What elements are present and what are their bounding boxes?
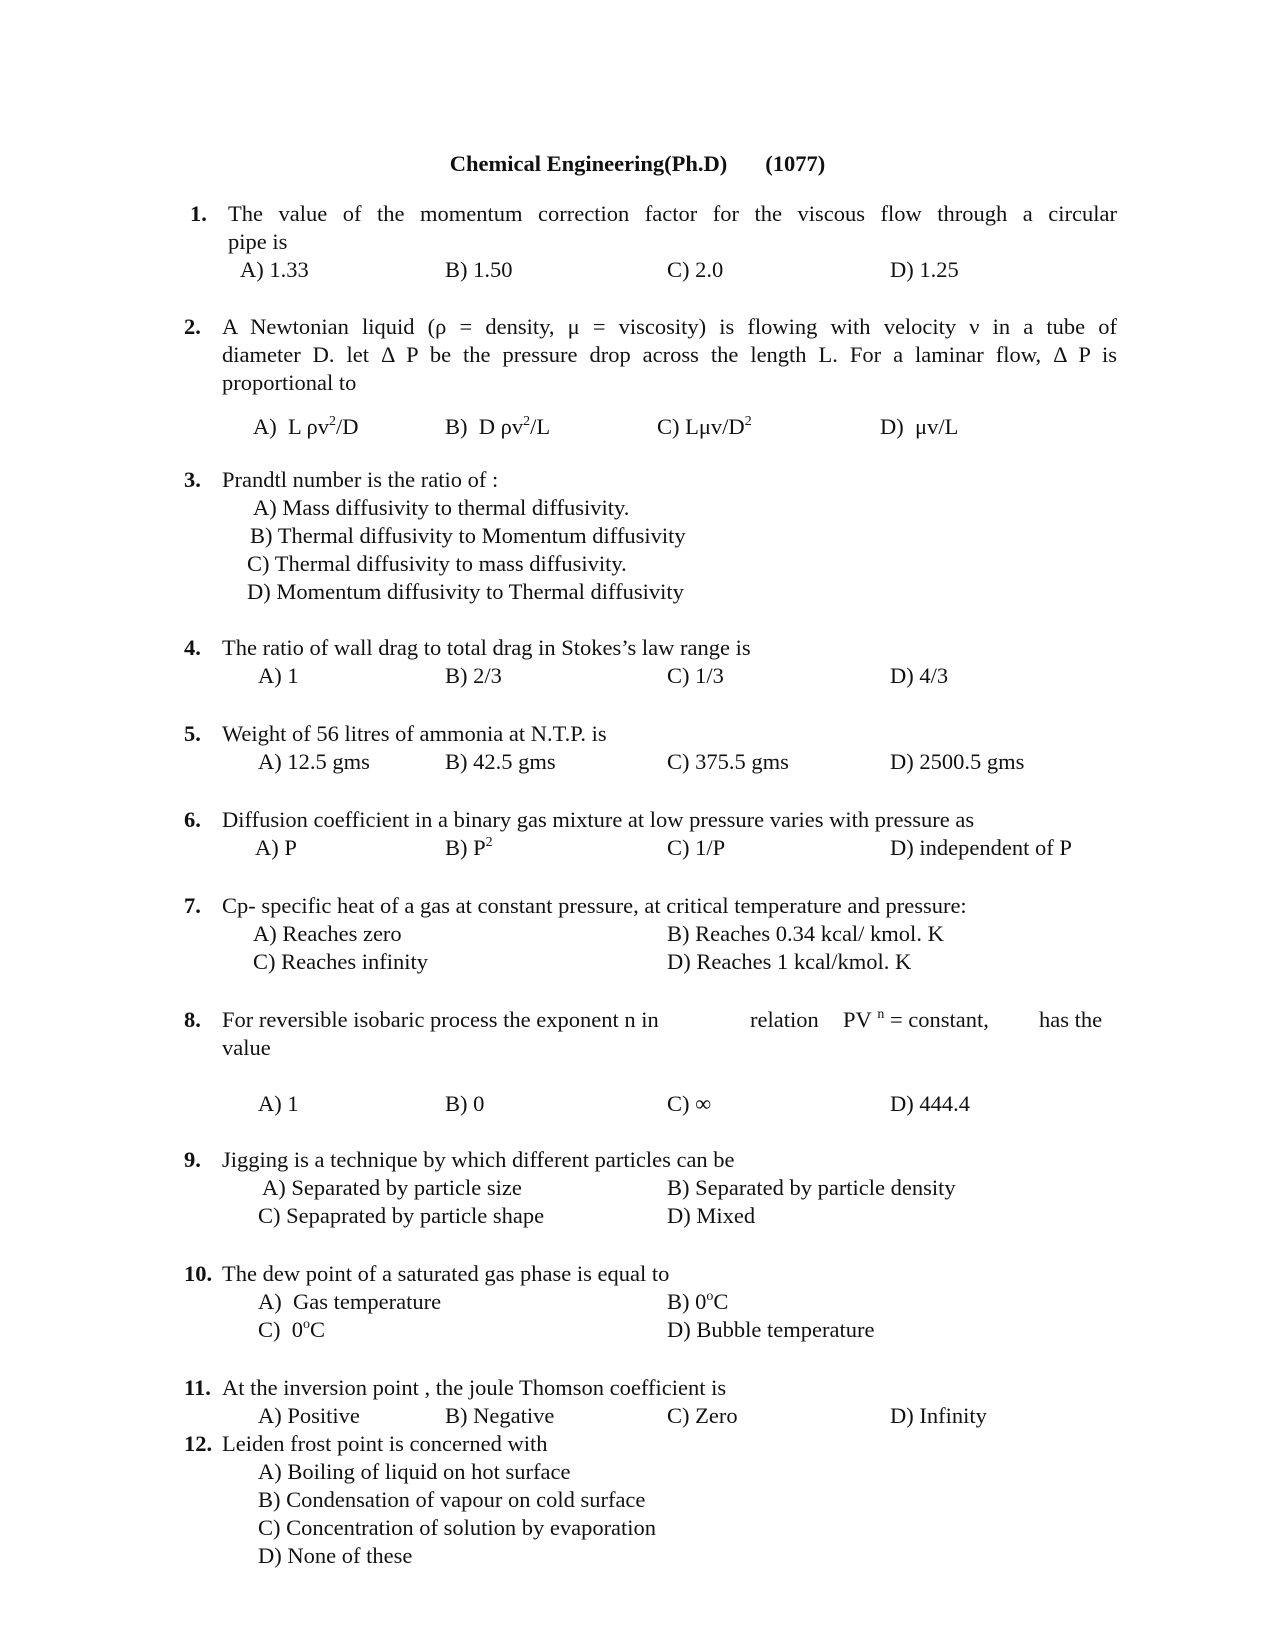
options-row <box>0 662 1275 690</box>
option-a: A) Reaches zero <box>253 921 402 946</box>
option-d: D) Momentum diffusivity to Thermal diffusivity <box>247 579 684 604</box>
question-number: 1. <box>190 201 207 226</box>
question-stem: For reversible isobaric process the exponent n in relation PV $^n$ = constant, has the <box>222 1006 1103 1032</box>
option-c: C) 1/3 <box>667 663 724 688</box>
option-b: B) Negative <box>445 1403 555 1428</box>
question-stem: The ratio of wall drag to total drag in Stokes’s law range is <box>222 635 751 660</box>
option-b: B) 2/3 <box>445 663 502 688</box>
paper-code: (1077) <box>765 151 826 176</box>
question-stem: Weight of 56 litres of ammonia at N.T.P. is <box>222 721 607 746</box>
option-d: D) independent of P <box>890 835 1072 860</box>
option-d: D) 4/3 <box>890 663 949 688</box>
option-b: B) Separated by particle density <box>667 1175 956 1200</box>
option-a: A) Positive <box>258 1403 360 1428</box>
question-stem <box>228 200 1117 256</box>
option-c: C) Lμv/$D^2$ <box>657 413 752 439</box>
options-row <box>0 1090 1275 1118</box>
options-row <box>0 1402 1275 1430</box>
option-d: D) None of these <box>258 1543 413 1568</box>
question-stem: Leiden frost point is concerned with <box>222 1431 548 1456</box>
question-number: 8. <box>184 1007 201 1032</box>
stem-line: proportional to <box>222 370 357 395</box>
option-d: D) Infinity <box>890 1403 987 1428</box>
option-d: D) Mixed <box>667 1203 756 1228</box>
option-b: B) $P^2$ <box>445 834 493 860</box>
option-d: D) Reaches 1 kcal/kmol. K <box>667 949 912 974</box>
option-d: D) 444.4 <box>890 1091 970 1116</box>
option-a: A) 12.5 gms <box>258 749 370 774</box>
title-text: Chemical Engineering(Ph.D) <box>449 151 728 176</box>
question-stem: At the inversion point , the joule Thomson coefficient is <box>222 1375 727 1400</box>
option-a: A) Mass diffusivity to thermal diffusivity. <box>253 495 630 520</box>
options-row <box>0 413 1275 441</box>
question-number: 10. <box>184 1261 213 1286</box>
question-stem <box>222 313 1117 397</box>
option-a: A) Gas temperature <box>258 1289 442 1314</box>
option-c: C) Reaches infinity <box>253 949 428 974</box>
question-stem: The dew point of a saturated gas phase is equal to <box>222 1261 670 1286</box>
question-number: 3. <box>184 467 201 492</box>
option-a: A) Separated by particle size <box>262 1175 522 1200</box>
option-a: A) 1 <box>258 663 299 688</box>
option-a: A) P <box>255 835 297 860</box>
stem-line: A Newtonian liquid (ρ = density, μ = viscosity) is flowing with velocity ν in a tube of <box>222 314 1117 339</box>
question-number: 12. <box>184 1431 213 1456</box>
option-b: B) D $\rho v^2/L$ <box>445 413 551 439</box>
options-row <box>0 834 1275 862</box>
question-stem: Diffusion coefficient in a binary gas mixture at low pressure varies with pressure as <box>222 807 975 832</box>
stem-line: value <box>222 1035 271 1060</box>
option-c: C) Zero <box>667 1403 738 1428</box>
question-number: 7. <box>184 893 201 918</box>
question-number: 4. <box>184 635 201 660</box>
option-b: B) 42.5 gms <box>445 749 556 774</box>
option-d: D) 1.25 <box>890 257 959 282</box>
question-number: 6. <box>184 807 201 832</box>
question-stem: Prandtl number is the ratio of : <box>222 467 499 492</box>
option-d: D) 2500.5 gms <box>890 749 1025 774</box>
stem-line: pipe is <box>228 229 288 254</box>
question-number: 9. <box>184 1147 201 1172</box>
option-b: B) Reaches 0.34 kcal/ kmol. K <box>667 921 944 946</box>
page-title <box>0 150 1275 178</box>
question-number: 5. <box>184 721 201 746</box>
option-b: B) 0$^o$C <box>667 1288 729 1314</box>
option-c: C) 2.0 <box>667 257 724 282</box>
option-b: B) 0 <box>445 1091 485 1116</box>
option-c: C) 375.5 gms <box>667 749 789 774</box>
option-c: C) 1/P <box>667 835 726 860</box>
option-b: B) Thermal diffusivity to Momentum diffusivity <box>250 523 686 548</box>
option-a: A) 1 <box>258 1091 299 1116</box>
stem-line: The value of the momentum correction factor for the viscous flow through a circular <box>228 201 1117 226</box>
question-number: 2. <box>184 314 201 339</box>
option-d: D) μv/L <box>880 414 959 439</box>
option-a: A) 1.33 <box>240 257 309 282</box>
option-c: C) Concentration of solution by evaporation <box>258 1515 657 1540</box>
option-a: A) L $\rho v^2/D$ <box>253 413 359 439</box>
option-d: D) Bubble temperature <box>667 1317 875 1342</box>
options-row <box>0 256 1275 284</box>
option-c: C) 0$^o$C <box>258 1316 325 1342</box>
option-c: C) Sepaprated by particle shape <box>258 1203 545 1228</box>
question-number: 11. <box>184 1375 211 1400</box>
option-a: A) Boiling of liquid on hot surface <box>258 1459 571 1484</box>
stem-line: diameter D. let Δ P be the pressure drop across the length L. For a laminar flow, Δ P is <box>222 342 1117 367</box>
option-c: C) ∞ <box>667 1091 712 1116</box>
question-stem: Jigging is a technique by which different particles can be <box>222 1147 735 1172</box>
option-c: C) Thermal diffusivity to mass diffusivity. <box>247 551 627 576</box>
option-b: B) Condensation of vapour on cold surface <box>258 1487 646 1512</box>
option-b: B) 1.50 <box>445 257 513 282</box>
options-row <box>0 748 1275 776</box>
question-stem: Cp- specific heat of a gas at constant pressure, at critical temperature and pressure: <box>222 893 967 918</box>
